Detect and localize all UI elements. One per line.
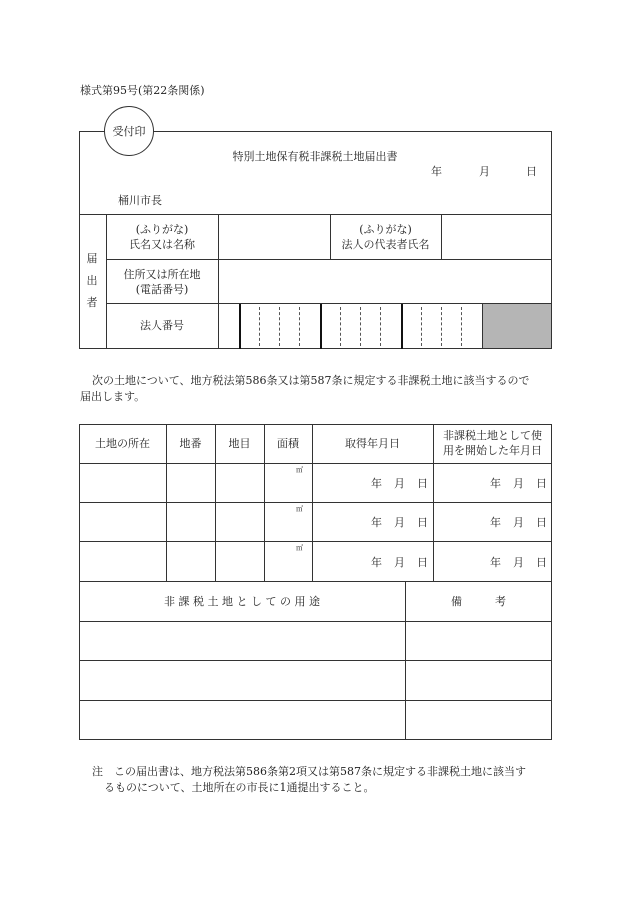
area-unit: ㎡: [296, 544, 303, 552]
intro-text-line2: 届出します。: [80, 390, 146, 403]
date-day: 日: [526, 165, 537, 178]
name-label: 氏名又は名称: [129, 238, 195, 251]
divider: [79, 502, 552, 503]
start-year: 年: [490, 516, 501, 529]
address-label: 住所又は所在地: [123, 268, 201, 281]
acq-month: 月: [394, 516, 405, 529]
rep-name-field[interactable]: [442, 215, 551, 259]
reception-stamp-label: 受付印: [112, 125, 146, 138]
shaded-cell: [483, 304, 551, 348]
acq-year: 年: [371, 516, 382, 529]
divider: [79, 660, 552, 661]
remarks-header: 備 考: [451, 595, 506, 608]
divider: [330, 214, 331, 259]
divider: [79, 700, 552, 701]
filer-label-char: 届: [86, 252, 98, 265]
name-furigana-label: (ふりがな): [135, 223, 189, 236]
area-unit: ㎡: [296, 505, 303, 513]
start-month: 月: [513, 477, 524, 490]
header-area: 面積: [277, 437, 299, 450]
corp-number-label: 法人番号: [140, 319, 184, 332]
header-start-line1: 非課税土地として使: [443, 429, 542, 442]
acq-day: 日: [417, 516, 428, 529]
start-day: 日: [536, 556, 547, 569]
use-header: 非 課 税 土 地 と し て の 用 途: [164, 595, 320, 608]
divider: [79, 621, 552, 622]
page-title: 特別土地保有税非課税土地届出書: [232, 150, 398, 163]
header-location: 土地の所在: [95, 437, 150, 450]
phone-label: (電話番号): [135, 283, 189, 296]
area-unit: ㎡: [296, 466, 303, 474]
header-category: 地目: [228, 437, 251, 450]
start-year: 年: [490, 477, 501, 490]
filer-label-char: 出: [86, 274, 98, 287]
header-acquired: 取得年月日: [345, 437, 400, 450]
start-month: 月: [513, 556, 524, 569]
divider: [79, 581, 552, 582]
addressee: 桶川市長: [118, 194, 162, 207]
corp-number-field[interactable]: [241, 305, 481, 347]
acq-day: 日: [417, 477, 428, 490]
note-line2: るものについて、土地所在の市長に1通提出すること。: [104, 781, 375, 794]
rep-name-label: 法人の代表者氏名: [341, 238, 430, 251]
header-lot: 地番: [179, 437, 202, 450]
intro-text-line1: 次の土地について、地方税法第586条又は第587条に規定する非課税土地に該当するので: [92, 374, 530, 387]
start-day: 日: [536, 516, 547, 529]
start-month: 月: [513, 516, 524, 529]
acq-month: 月: [394, 477, 405, 490]
rep-furigana-label: (ふりがな): [359, 223, 412, 236]
start-year: 年: [490, 556, 501, 569]
start-day: 日: [536, 477, 547, 490]
header-start-line2: 用を開始した年月日: [443, 444, 542, 457]
acq-year: 年: [371, 556, 382, 569]
name-field[interactable]: [219, 215, 330, 259]
divider: [79, 463, 552, 464]
date-month: 月: [479, 165, 490, 178]
address-field[interactable]: [219, 260, 551, 303]
form-number: 様式第95号(第22条関係): [80, 84, 205, 97]
acq-month: 月: [394, 556, 405, 569]
acq-year: 年: [371, 477, 382, 490]
divider: [79, 541, 552, 542]
land-table: [79, 424, 552, 740]
acq-day: 日: [417, 556, 428, 569]
filer-label-char: 者: [86, 296, 98, 309]
date-year: 年: [431, 165, 442, 178]
note-line1: 注 この届出書は、地方税法第586条第2項又は第587条に規定する非課税土地に該当す: [92, 765, 526, 778]
